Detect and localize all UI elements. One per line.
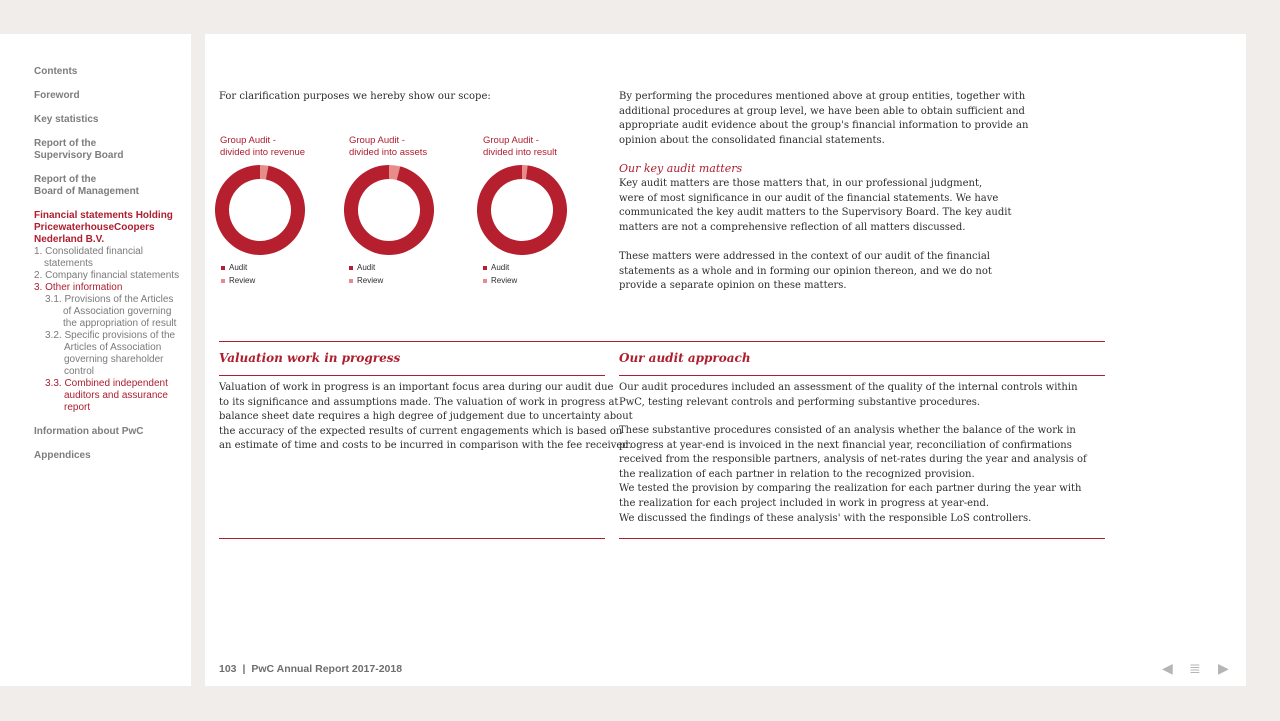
nav-label: statements bbox=[44, 258, 93, 269]
matters-addressed-paragraph bbox=[619, 250, 992, 294]
text-line: Valuation of work in progress is an important focus area during our audit due bbox=[219, 382, 614, 393]
valuation-heading: Valuation work in progress bbox=[219, 351, 401, 365]
text-line: opinion about the consolidated financial statements. bbox=[619, 134, 885, 146]
chart-title-line: divided into revenue bbox=[220, 147, 306, 158]
legend-item-audit bbox=[221, 261, 255, 274]
text-line: received from the responsible partners, analysis of net-rates during the year and analysis of bbox=[619, 454, 1087, 466]
legend-swatch bbox=[221, 279, 225, 283]
text-line: These substantive procedures consisted of an analysis whether the balance of the work in bbox=[619, 425, 1076, 436]
legend-label: Audit bbox=[229, 263, 248, 272]
legend-swatch bbox=[349, 266, 353, 270]
audit-approach-heading-rule bbox=[619, 375, 1105, 376]
audit-approach-paragraph-1 bbox=[619, 381, 1078, 410]
chart-legend bbox=[483, 261, 517, 287]
nav-label: Board of Management bbox=[34, 186, 140, 197]
nav-label: Nederland B.V. bbox=[34, 234, 105, 245]
legend-swatch bbox=[221, 266, 225, 270]
nav-key-statistics[interactable]: Key statistics bbox=[34, 114, 99, 125]
nav-label: report bbox=[64, 402, 91, 413]
menu-icon[interactable]: ≣ bbox=[1189, 660, 1201, 676]
page-number: 103 bbox=[219, 663, 237, 675]
legend-label: Review bbox=[491, 276, 518, 285]
text-line: additional procedures at group level, we have been able to obtain sufficient and bbox=[619, 105, 1025, 117]
legend-label: Audit bbox=[357, 263, 376, 272]
text-line: balance sheet date requires a high degree of judgement due to uncertainty about bbox=[219, 411, 633, 423]
nav-sub-other-information[interactable]: 3. Other information bbox=[34, 282, 123, 293]
chart-title-line: Group Audit - bbox=[220, 135, 276, 146]
text-line: progress at year-end is invoiced in the next financial year, reconciliation of confirmations bbox=[619, 439, 1072, 451]
text-line: We tested the provision by comparing the realization for each partner during the year with bbox=[619, 483, 1082, 495]
legend-label: Review bbox=[357, 276, 384, 285]
nav-sub-company[interactable]: 2. Company financial statements bbox=[34, 270, 180, 281]
nav-label: PricewaterhouseCoopers bbox=[34, 222, 155, 233]
valuation-paragraph bbox=[219, 381, 633, 454]
page-footer bbox=[219, 663, 402, 675]
section-top-rule bbox=[219, 341, 1105, 342]
nav-label: Financial statements Holding bbox=[34, 210, 173, 221]
nav-label: governing shareholder bbox=[64, 354, 164, 365]
chart-legend bbox=[349, 261, 383, 287]
legend-label: Audit bbox=[491, 263, 510, 272]
text-line: the accuracy of the expected results of current engagements which is based on bbox=[219, 425, 623, 437]
text-line: PwC, testing relevant controls and performing substantive procedures. bbox=[619, 396, 981, 408]
legend-swatch bbox=[483, 279, 487, 283]
nav-label: Report of the bbox=[34, 138, 97, 149]
text-line: appropriate audit evidence about the group's financial information to provide an bbox=[619, 120, 1029, 132]
nav-label: 3.1. Provisions of the Articles bbox=[45, 294, 174, 305]
nav-label: auditors and assurance bbox=[64, 390, 168, 401]
text-line: communicated the key audit matters to the Supervisory Board. The key audit bbox=[619, 207, 1012, 219]
text-line: the realization of each partner in relation to the recognized provision. bbox=[619, 468, 975, 480]
legend-swatch bbox=[483, 266, 487, 270]
nav-label: 1. Consolidated financial bbox=[34, 246, 143, 257]
nav-contents[interactable]: Contents bbox=[34, 66, 78, 77]
nav-appendices[interactable]: Appendices bbox=[34, 450, 91, 461]
legend-swatch bbox=[349, 279, 353, 283]
chart-title-line: Group Audit - bbox=[349, 135, 405, 146]
next-page-icon[interactable]: ▶ bbox=[1218, 660, 1229, 676]
nav-label: Report of the bbox=[34, 174, 97, 185]
nav-foreword[interactable]: Foreword bbox=[34, 90, 80, 101]
text-line: We discussed the findings of these analysis' with the responsible LoS controllers. bbox=[619, 512, 1032, 524]
nav-label: control bbox=[64, 366, 95, 377]
audit-approach-heading: Our audit approach bbox=[619, 351, 751, 365]
footer-separator: | bbox=[242, 663, 246, 675]
report-title: PwC Annual Report 2017-2018 bbox=[251, 663, 403, 675]
legend-item-audit bbox=[483, 261, 517, 274]
donut-slice-audit-result bbox=[477, 165, 567, 255]
nav-label: 3.2. Specific provisions of the bbox=[45, 330, 176, 341]
donut-slice-audit-revenue bbox=[215, 165, 305, 255]
legend-item-review bbox=[349, 274, 383, 287]
chart-title-line: divided into assets bbox=[349, 147, 428, 158]
legend-item-review bbox=[221, 274, 255, 287]
group-procedures-paragraph bbox=[619, 90, 1028, 148]
nav-label: the appropriation of result bbox=[63, 318, 177, 329]
scope-intro: For clarification purposes we hereby show our scope: bbox=[219, 91, 491, 102]
nav-label: Supervisory Board bbox=[34, 150, 124, 161]
legend-label: Review bbox=[229, 276, 256, 285]
audit-approach-bottom-rule bbox=[619, 538, 1105, 539]
nav-label: of Association governing bbox=[63, 306, 172, 317]
nav-information-about-pwc[interactable]: Information about PwC bbox=[34, 426, 144, 437]
text-line: were of most significance in our audit of the financial statements. We have bbox=[619, 192, 999, 204]
text-line: matters are not a comprehensive reflection of all matters discussed. bbox=[619, 221, 966, 233]
audit-approach-paragraph-2 bbox=[619, 424, 1087, 526]
text-line: By performing the procedures mentioned above at group entities, together with bbox=[619, 91, 1026, 102]
text-line: provide a separate opinion on these matters. bbox=[619, 280, 847, 292]
valuation-bottom-rule bbox=[219, 538, 605, 539]
text-line: These matters were addressed in the context of our audit of the financial bbox=[619, 251, 990, 262]
key-audit-matters-heading: Our key audit matters bbox=[619, 162, 743, 175]
chart-legend bbox=[221, 261, 255, 287]
text-line: statements as a whole and in forming our opinion thereon, and we do not bbox=[619, 265, 992, 277]
valuation-heading-rule bbox=[219, 375, 605, 376]
legend-item-audit bbox=[349, 261, 383, 274]
text-line: Our audit procedures included an assessment of the quality of the internal controls within bbox=[619, 382, 1078, 393]
text-line: Key audit matters are those matters that, in our professional judgment, bbox=[619, 178, 983, 189]
chart-title-line: Group Audit - bbox=[483, 135, 539, 146]
donut-slice-audit-assets bbox=[344, 165, 434, 255]
prev-page-icon[interactable]: ◀ bbox=[1162, 660, 1173, 676]
text-line: the realization for each project included in work in progress at year-end. bbox=[619, 497, 990, 509]
nav-label: 3.3. Combined independent bbox=[45, 378, 168, 389]
legend-item-review bbox=[483, 274, 517, 287]
key-audit-matters-paragraph bbox=[619, 177, 1011, 235]
nav-label: Articles of Association bbox=[64, 342, 162, 353]
text-line: an estimate of time and costs to be incurred in comparison with the fee received. bbox=[219, 440, 632, 452]
chart-title-line: divided into result bbox=[483, 147, 557, 158]
text-line: to its significance and assumptions made. The valuation of work in progress at bbox=[219, 396, 619, 408]
